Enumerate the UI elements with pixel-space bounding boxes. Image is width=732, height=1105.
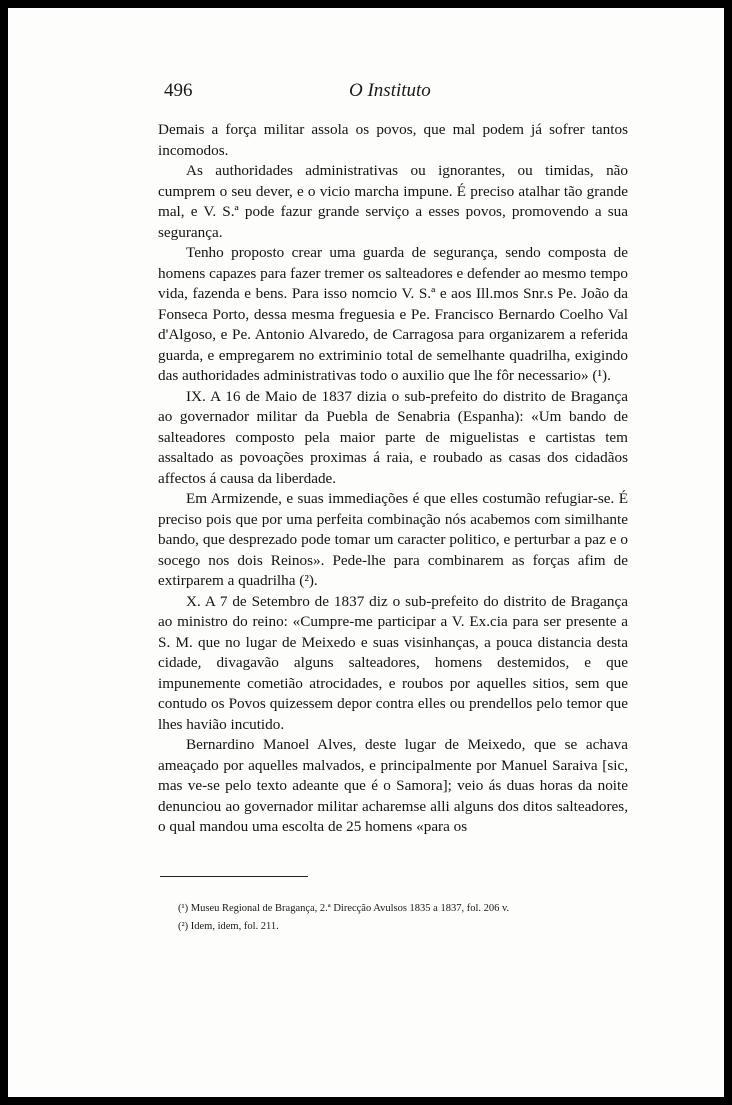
paragraph: X. A 7 de Setembro de 1837 diz o sub-prefeito do distrito de Bragança ao ministro do reino: «Cumpre-me participar a V. Ex.cia para ser presente a S. M. que no lugar de Meixedo e suas visinhanças, a pouca distancia desta cidade, divagavão alguns salteadores, homens destemidos, e que impunemente cometião atrocidades, e roubos por aquelles sitios, sem que contudo os Povos quizessem depor contra elles ou prendellos pelo temor que lhes havião incutido. xyxy=(158,592,628,733)
paragraph: Tenho proposto crear uma guarda de segurança, sendo composta de homens capazes para fazer tremer os salteadores e defender ao mesmo tempo vida, fazenda e bens. Para isso nomcio V. S.ª e aos Ill.mos Snr.s Pe. João da Fonseca Porto, dessa mesma freguesia e Pe. Francisco Bernardo Coelho Val d'Algoso, e Pe. Antonio Alvaredo, de Carragosa para organizarem a referida guarda, e empregarem no extriminio total de semelhante quadrilha, exigindo das authoridades administrativas todo o auxilio que lhe fôr necessario» (¹). xyxy=(158,244,628,384)
footnotes xyxy=(178,900,618,936)
scanned-page xyxy=(8,8,724,1097)
paragraph: IX. A 16 de Maio de 1837 dizia o sub-prefeito do distrito de Bragança ao governador militar da Puebla de Senabria (Espanha): «Um bando de salteadores composto pela maior parte de miguelistas e cartistas tem assaltado as povoações proximas á raia, e roubado as casas dos cidadãos affectos á causa da liberdade. xyxy=(158,387,628,487)
page-number: 496 xyxy=(164,80,193,101)
footnote: (²) Idem, idem, fol. 211. xyxy=(178,921,279,932)
page-header xyxy=(158,80,624,104)
body-text xyxy=(158,120,628,838)
footnote: (¹) Museu Regional de Bragança, 2.ª Direcção Avulsos 1835 a 1837, fol. 206 v. xyxy=(178,903,510,914)
paragraph: Em Armizende, e suas immediações é que elles costumão refugiar-se. É preciso pois que por uma perfeita combinação nós acabemos com similhante bando, que desprezado pode tomar um caracter politico, e perturbar a paz e o socego nos dois Reinos». Pede-lhe para combinarem as forças afim de extirparem a quadrilha (²). xyxy=(158,490,628,589)
paragraph: Bernardino Manoel Alves, deste lugar de Meixedo, que se achava ameaçado por aquelles malvados, e principalmente por Manuel Saraiva [sic, mas ve-se pelo texto adeante que é o Samora]; veio ás duas horas da noite denunciou ao governador militar acharemse alli alguns dos ditos salteadores, o qual mandou uma escolta de 25 homens «para os xyxy=(158,736,628,835)
footnote-divider xyxy=(160,876,308,877)
running-title: O Instituto xyxy=(349,80,431,101)
paragraph: As authoridades administrativas ou ignorantes, ou timidas, não cumprem o seu dever, e o vicio marcha impune. É preciso atalhar tão grande mal, e V. S.ª pode fazur grande serviço a esses povos, promovendo a sua segurança. xyxy=(158,162,628,241)
paragraph: Demais a força militar assola os povos, que mal podem já sofrer tantos incomodos. xyxy=(158,121,628,159)
